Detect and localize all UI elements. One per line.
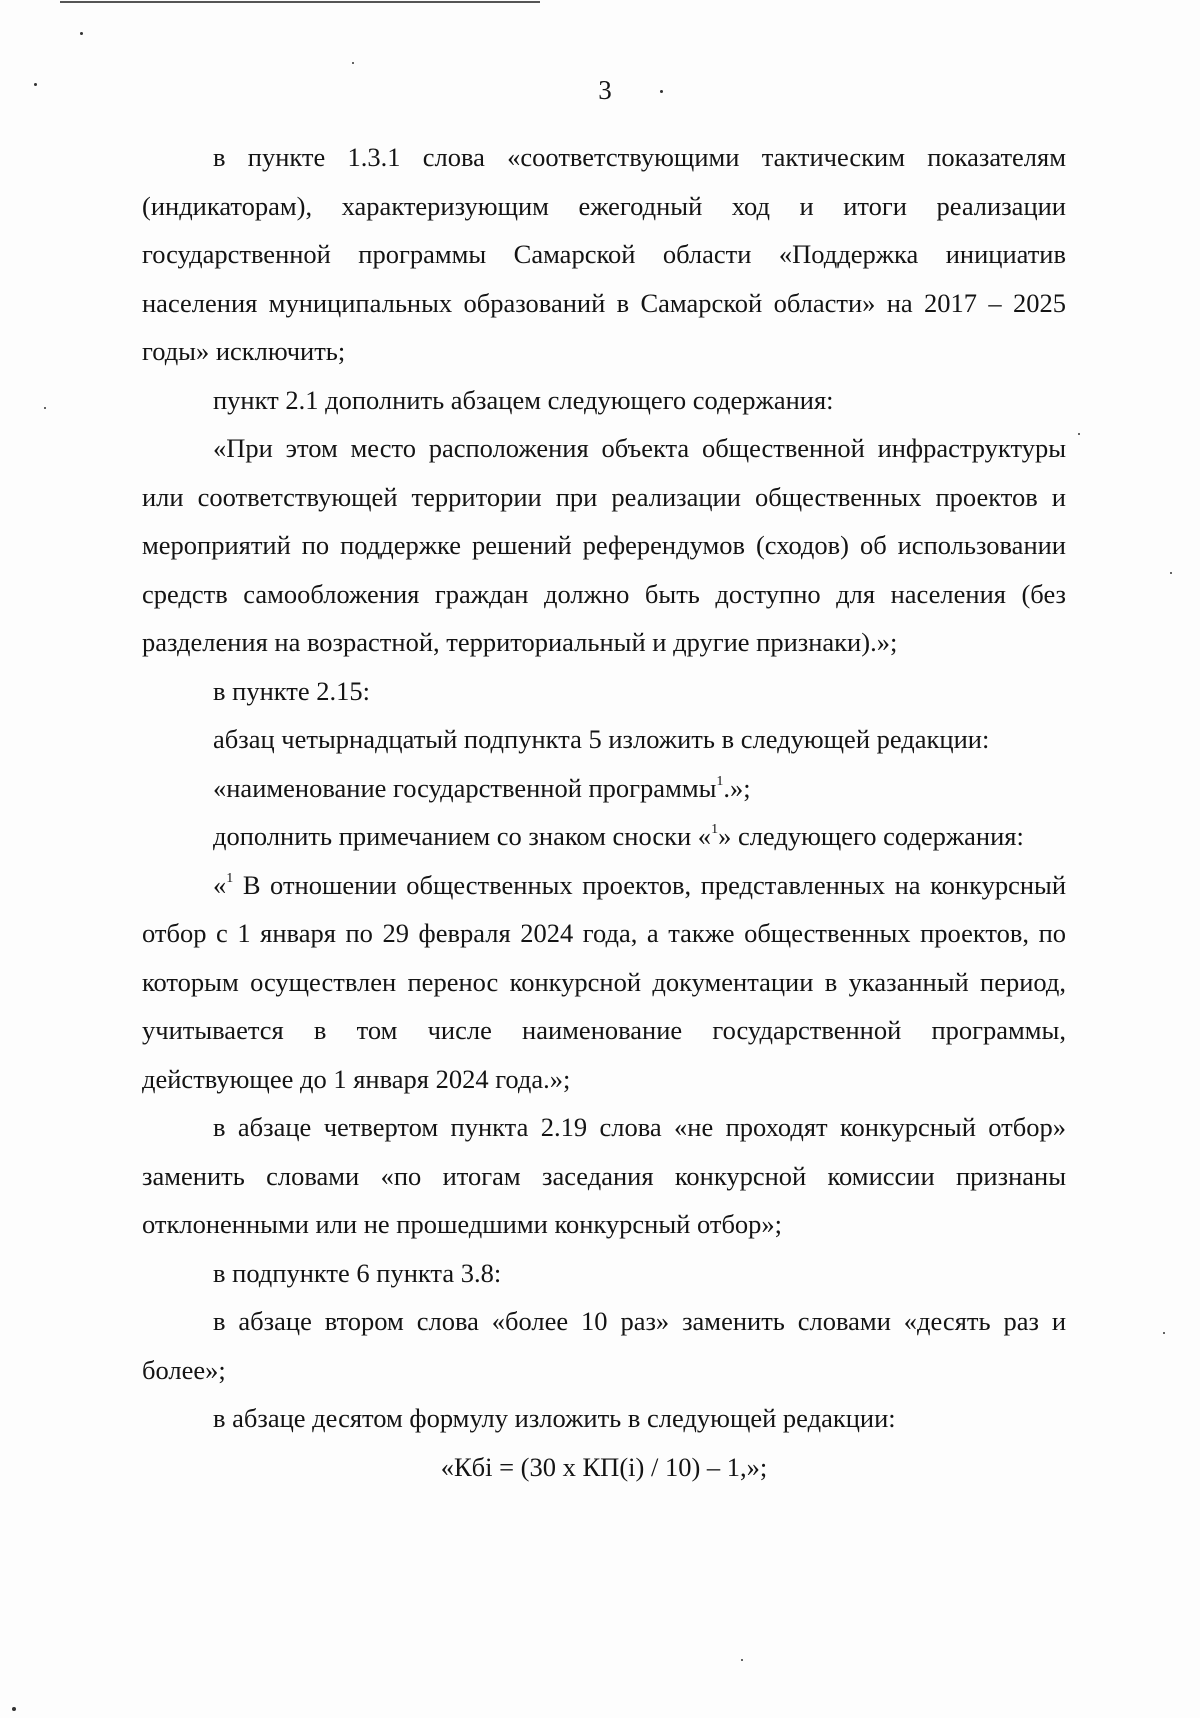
paragraph-9: в абзаце четвертом пункта 2.19 слова «не проходят конкурсный отбор» заменить словами «по итогам заседания конкурсной комиссии признаны отклоненными или не прошедшими конкурсный отбор»; — [142, 1112, 1066, 1239]
document-body — [142, 133, 1066, 1491]
scan-speck — [1078, 433, 1080, 435]
paragraph-11: в абзаце втором слова «более 10 раз» заменить словами «десять раз и более»; — [142, 1306, 1066, 1385]
formula-line: «Кбi = (30 х КП(i) / 10) – 1,»; — [440, 1451, 768, 1482]
scan-speck — [741, 1659, 743, 1661]
footnote-mark: 1 — [226, 870, 234, 886]
paragraph-10: в подпункте 6 пункта 3.8: — [213, 1257, 502, 1288]
paragraph-6-tail: .»; — [723, 772, 751, 803]
scan-speck — [660, 90, 663, 93]
paragraph-8 — [142, 861, 1066, 1104]
paragraph-12: в абзаце десятом формулу изложить в следующей редакции: — [213, 1403, 896, 1433]
paragraph-5: абзац четырнадцатый подпункта 5 изложить в следующей редакции: — [213, 724, 990, 754]
top-edge-line — [60, 1, 540, 3]
scan-speck — [80, 32, 83, 35]
paragraph-6 — [142, 764, 1066, 813]
scan-speck — [12, 1707, 16, 1711]
scan-speck — [44, 407, 46, 409]
page-number: 3 — [598, 75, 612, 105]
paragraph-4: в пункте 2.15: — [213, 675, 370, 706]
footnote-mark: 1 — [716, 773, 724, 789]
paragraph-1: в пункте 1.3.1 слова «соответствующими тактическим показателям (индикаторам), характеризующим ежегодный ход и итоги реализации государственной программы Самарской области «Поддержка инициатив населения муниципальных образований в Самарской области» на 2017 – 2025 годы» исключить; — [142, 142, 1066, 366]
paragraph-7-tail: » следующего содержания: — [718, 821, 1024, 851]
scan-speck — [1163, 1332, 1165, 1334]
scan-speck — [1170, 572, 1172, 574]
paragraph-8-text: В отношении общественных проектов, представленных на конкурсный отбор с 1 января по 29 февраля 2024 года, а также общественных проектов, по которым осуществлен перенос конкурсной документации в указанный период, учитывается в том числе наименование государственной программы, действующее до 1 января 2024 года.»; — [142, 869, 1066, 1094]
paragraph-7-text: дополнить примечанием со знаком сноски « — [213, 821, 712, 851]
paragraph-7 — [142, 812, 1066, 861]
footnote-mark: 1 — [711, 822, 719, 838]
paragraph-6-text: «наименование государственной программы — [213, 772, 717, 803]
paragraph-8-open-quote: « — [213, 869, 227, 900]
scan-speck — [34, 83, 37, 86]
paragraph-2: пункт 2.1 дополнить абзацем следующего содержания: — [213, 384, 834, 415]
paragraph-3: «При этом место расположения объекта общественной инфраструктуры или соответствующей территории при реализации общественных проектов и мероприятий по поддержке решений референдумов (сходов) об использовании средств самообложения граждан должно быть доступно для населения (без разделения на возрастной, территориальный и другие признаки).»; — [142, 433, 1066, 657]
scan-speck — [352, 62, 354, 64]
